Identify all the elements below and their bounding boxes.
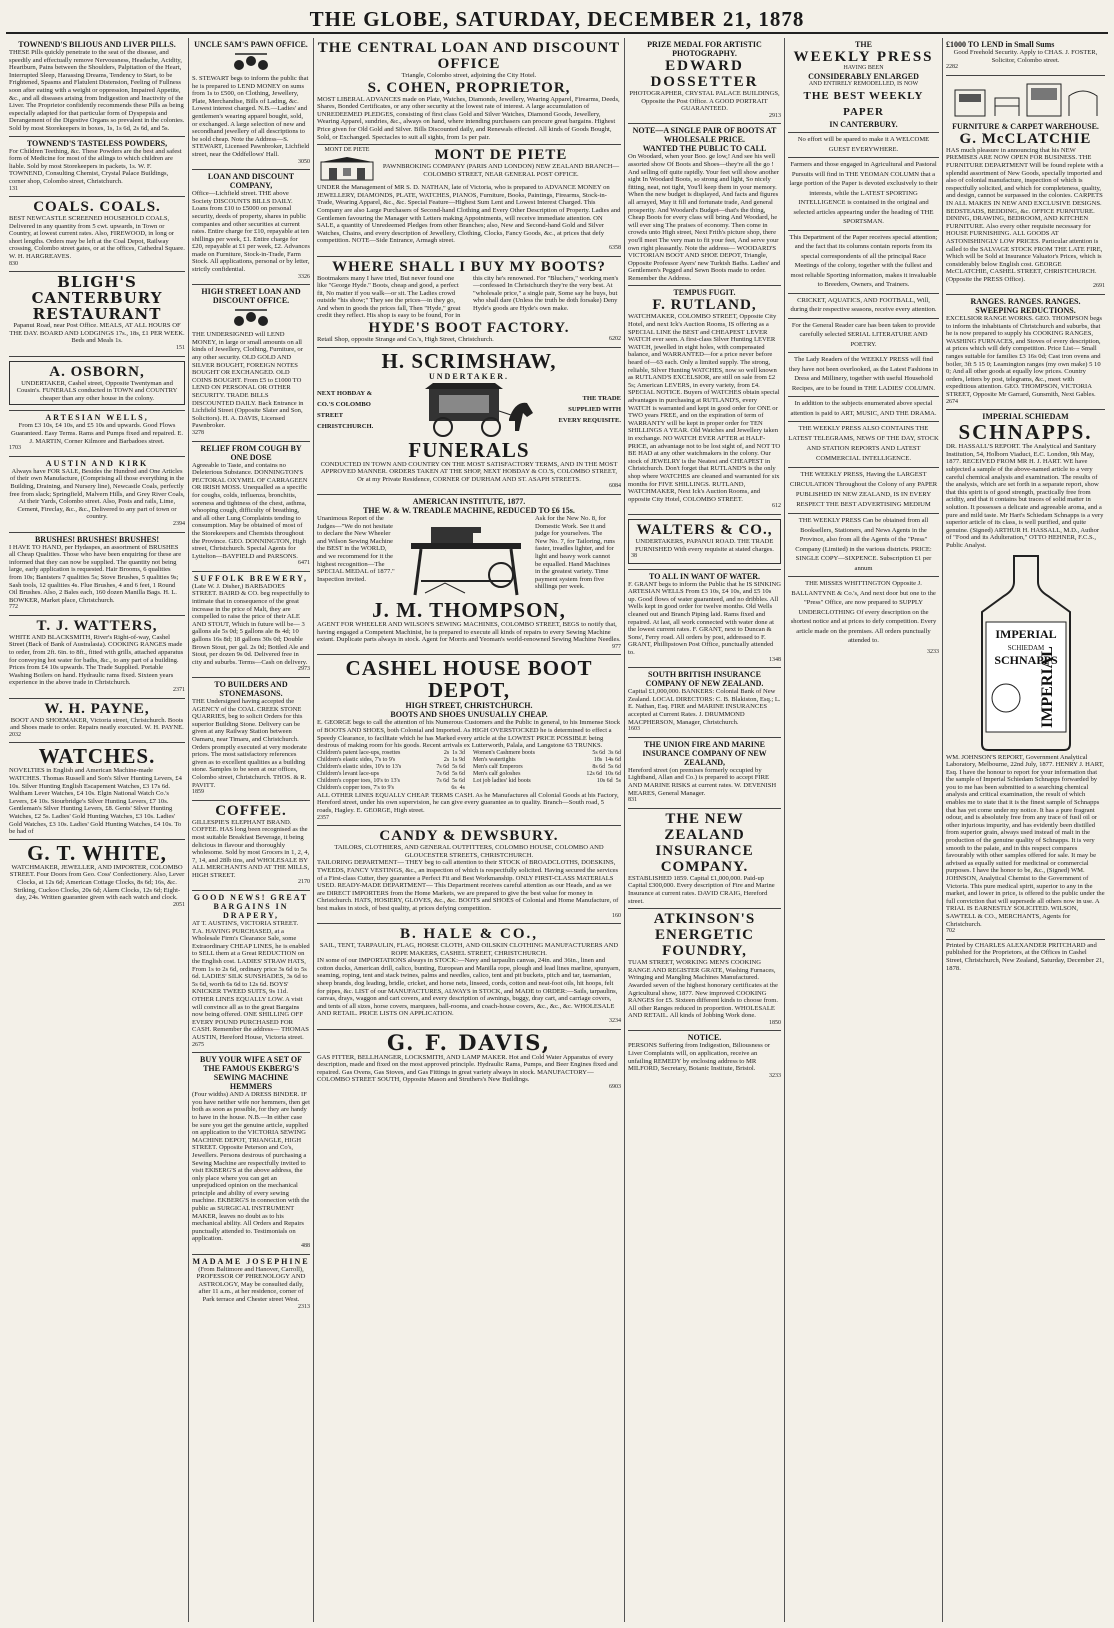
price-item: Lot job ladies' kid boots — [473, 777, 531, 784]
ad-mcclatchie — [946, 76, 1105, 295]
ad-body: UNDERTAKER, Cashel street, Opposite Twentyman and Cousin's. FUNERALS conducted in TOWN and COUNTRY cheaper than any other house in the colony. — [16, 379, 178, 402]
ad-number: 2691 — [1093, 283, 1105, 290]
ad-title: ARTESIAN WELLS, — [45, 413, 149, 423]
ad-body-2: WM. JOHNSON'S REPORT, Government Analytical Laboratory, Melbourne, 22nd July, 1877. HENRY J. HART, Esq. I have the honour to report for your information that the sample of Imperial Schiedam Schnapps forwarded by you to me has been submitted to a searching chemical analysis and critical examination, the result of which enables me to state that it is the finest sample of Schnapps that has yet come under my notice. It has a pure fragrant odour, and is absolutely free from any trace of fusil oil or other injurious impurity, and has evidently been distilled from superior grain, always used instead of malt in the production of the genuine quality of Schnapps. It is very smooth to the palate, and in this respect compares favourably with other samples offered for sale. It may be advised as equally suited for medicinal or commercial purposes. I have the honor to be, &c., (Signed) WM. JOHNSON, Analytical Chemist to the Government of Victoria. This pure medical spirit, superior to any in the market, and lower in price, is offered to the public under the full conviction that will supersede all others now in use. A TRIAL IS EARNESTLY SOLICITED. WILSON, SAWTELL & CO., MERCHANTS, Agents for Christchurch. — [946, 753, 1105, 928]
ad-number: 38 — [631, 553, 637, 560]
bottle-label-line: SCHNAPPS — [993, 652, 1058, 667]
price-value: 10s 6d — [605, 770, 621, 777]
ad-number: 702 — [946, 928, 955, 935]
ad-high-street-loan — [192, 285, 310, 441]
ad-austin-drapery — [192, 891, 310, 1053]
ad-body: (Four widths) AND A DRESS BINDER. IF you have neither wife nor hemmers, then get both as soon as possible, for they are handy to have in the house. N.B.—In either case be sure you get the genuine article, supplied on application to the VICTORIA SEWING MACHINE DEPOT, TRIANGLE, HIGH STREET. Opposite Peterson and Co's, Jewellers. Persons desirous of purchasing a Sewing Machine are respectfully invited to visit EKBERG'S at the above address, the only place where you can get an unprejudiced opinion on the mechanical principle and ability of every sewing machine. EKBERG'S in connection with the public as SURGICAL INSTRUMENT MAKER, leaves no doubt as to his mechanical ability. All Orders and Repairs punctually attended to. Testimonials on application. — [192, 1091, 310, 1243]
ad-number: 6202 — [609, 336, 621, 343]
price-row — [473, 778, 621, 785]
ad-dossetter — [628, 38, 781, 124]
ad-watters — [9, 616, 185, 699]
price-value: 7s 6d — [436, 777, 450, 784]
ad-title: T. J. WATTERS, — [36, 617, 158, 634]
pawn-balls-icon — [231, 307, 271, 329]
price-row — [317, 764, 465, 771]
ad-title-2: F. RUTLAND, — [652, 297, 757, 314]
ad-title: NOTICE. — [687, 1033, 722, 1043]
price-value: 18s — [593, 756, 603, 763]
schnapps-bottle-icon — [966, 552, 1086, 752]
ad-number: 2371 — [173, 687, 185, 694]
ad-number: 1859 — [192, 789, 204, 796]
ad-title-3: J. M. THOMPSON, — [372, 598, 566, 623]
ad-number: 2973 — [298, 666, 310, 673]
ad-title: B. HALE & CO., — [399, 926, 538, 943]
ad-payne — [9, 699, 185, 744]
ad-title: RANGES. RANGES. RANGES. — [970, 297, 1081, 307]
price-row — [317, 757, 465, 764]
price-value: 14s 6d — [605, 756, 621, 763]
ad-title-2: SCHNAPPS. — [958, 420, 1093, 445]
ad-title: SOUTH BRITISH INSURANCE COMPANY OF NEW ZEALAND. — [645, 670, 764, 689]
price-item: Children's elastic sides, 7's to 9's — [317, 756, 396, 763]
price-item: Children's elastic sides, 10's to 13's — [317, 763, 402, 770]
price-value: 2s — [443, 756, 450, 763]
ad-townend-powders — [9, 137, 185, 198]
ad-title: G. F. DAVIS, — [386, 1029, 552, 1055]
price-value: 7s 6d — [436, 770, 450, 777]
ad-body: Papanui Road, near Post Office. MEALS, AT ALL HOURS OF THE DAY. BOARD AND LODGINGS 17s., 18s, £1 PER WEEK. Beds and Meals 1s. — [9, 322, 185, 345]
ad-title: ATKINSON'S ENERGETIC FOUNDRY, — [653, 911, 756, 960]
ad-body: Agreeable to Taste, and contains no Deleterious Substance. DONNINGTON'S PECTORAL OXYMEL OF CARRAGEEN OR IRISH MOSS. Unequalled as a specific for coughs, colds, influenza, bronchitis, soreness and tightness of the chest, asthma, whooping cough, difficulty of breathing, and all other Lung Complaints tending to consumption. May be obtained of most of the Storekeepers and Chemists throughout the Province. GEO. DONNINGTON, High street, Christchurch. Special Agents for Lyttelton—BAYFIELD and PARSONS. — [192, 461, 308, 560]
ad-number: 2051 — [173, 901, 185, 908]
ad-body: IN some of our IMPORTATIONS always in STOCK:—Navy and tarpaulin canvas, 24in. and 36in., linen and cotton ducks, American drill, calico, bunting, European and Manilla rope, plough and lead lines marline, spunyarn, seaming, roping, tent and stack twines, palms and needles, calico, tent and pit buckets, pitch and tar, tasmanian, sheep brands, dog leading, bridle, cricket, and horse nets, linseed, cords, cotton and neat-foot oils, hit hoops, felt for pipes, &c. LIST of our MANUFACTURES, ALWAYS in STOCK, and MADE to ORDER:—Sails, tarpaulins, canvas, drays, waggon and cart covers, and every description of awnings, buggy, dray cart, and carriage covers, and tents of all sizes, horse covers, marquees, ball-rooms, and coach-house covers, &c., &c., &c. WHOLESALE AND RETAIL. PRICE LISTS ON APPLICATION. — [317, 957, 621, 1018]
ad-number: 3234 — [609, 1018, 621, 1025]
ad-title: BLIGH'S CANTERBURY RESTAURANT — [31, 273, 163, 324]
ad-number: 151 — [176, 345, 185, 352]
ad-title: THE CENTRAL LOAN AND DISCOUNT OFFICE — [317, 40, 621, 72]
ad-title: AMERICAN INSTITUTE, 1877. — [412, 497, 526, 507]
ad-number: 3233 — [927, 648, 939, 655]
ad-body: S. STEWART begs to inform the public that he is prepared to LEND MONEY on sums from 1s to £500, on Clothing, Jewellery, Plate, Merchandise, Bills of Lading, &c. Lowest interest charged. N.B.—Ladies' and gentlemen's wearing apparel bought, sold, or exchanged. A large selection of new and secondhand jewellery of all descriptions to be sold cheap. Note the Address—S. STEWART, Licensed Pawnbroker, Lichfield street, near the Oddfellows' Hall. — [192, 75, 310, 158]
ad-title: WHERE SHALL I BUY MY BOOTS? — [332, 258, 606, 275]
price-value: 5s 6d — [452, 777, 465, 784]
ad-title: THE UNION FIRE AND MARINE INSURANCE COMPANY OF NEW ZEALAND, — [642, 739, 767, 767]
wp-block: THE WEEKLY PRESS Can be obtained from all Booksellers, Stationers, and News Agents in the Province, also from all the Agents of the "Press" Company (Limited) in the various districts. PRICE: SINGLE COPY—SIXPENCE. Subscription £1 per annum — [788, 514, 939, 577]
ad-body: BOOT AND SHOEMAKER, Victoria street, Christchurch. Boots and Shoes made to order. Repairs neatly executed. W. H. PAYNE. — [10, 716, 184, 732]
ad-title: HIGH STREET LOAN AND DISCOUNT OFFICE. — [201, 287, 301, 306]
ad-subtitle: SAIL, TENT, TARPAULIN, FLAG, HORSE CLOTH, AND OILSKIN CLOTHING MANUFACTURERS AND ROPE MAKERS, CASHEL STREET, CHRISTCHURCH. — [319, 942, 619, 957]
storefront-icon — [319, 156, 375, 182]
price-value: 3s 6d — [608, 749, 621, 756]
ad-body: Always have FOR SALE, Besides the Hundred and One Articles of their own Manufacture, (Comprising all those everything in the Building, Draining, and Nursery line), Newcastle Coals, perfectly free from slack; Springfield, Malvern Hills, and Grey River Coals, At their Yards, Colombo street. Also, Posts and rails, Lime, Cement, Fireclay, &c., &c., Delivered to any part of town or country. — [9, 467, 185, 521]
ad-body: AGENT FOR WHEELER AND WILSON'S SEWING MACHINES, COLOMBO STREET, BEGS to notify that, having engaged a Competent Machinist, he is prepared to execute all kinds of repairs to every Sewing Machine extant. Duplicate parts always in stock. Agent for Morris and Yeoman's world-renowned Sewing Machine Needles. — [317, 621, 621, 644]
ad-body: ESTABLISHED 1859. Capital £1,000,000. Paid-up Capital £300,000. Every description of Fire and Marine Insurance at current rates. DAVID CRAIG, Hereford street. — [628, 874, 775, 905]
ad-title: MONT DE PIETE — [434, 147, 568, 164]
ad-donnington — [192, 442, 310, 572]
ad-title: RELIEF FROM COUGH BY ONE DOSE — [200, 443, 302, 462]
ad-osborn — [9, 357, 185, 412]
imprint — [946, 940, 1105, 975]
ad-number: 2313 — [298, 1303, 310, 1310]
imprint-text: Printed by CHARLES ALEXANDER PRITCHARD and published for the Proprietors, at the Offices in Cashel Street, Christchurch, New Zealand, Saturday, December 21, 1878. — [946, 941, 1104, 972]
ad-brushes — [9, 533, 185, 616]
ad-uncle-sams — [192, 38, 310, 170]
ad-number: 131 — [9, 185, 18, 192]
price-value: 7s 6d — [436, 763, 450, 770]
ad-body: Capital £1,000,000. BANKERS: Colonial Bank of New Zealand. LOCAL DIRECTORS: C. B. Blakiston, Esq.; L. E. Nathan, Esq. FIRE and MARINE INSURANCES accepted at Current Rates. J. DRUMMOND MACPHERSON, Manager, Christchurch. — [628, 688, 781, 726]
column-5 — [784, 38, 942, 1622]
wp-title: WEEKLY PRESS — [793, 49, 934, 65]
ad-title-2: THE W. & W. TREADLE MACHINE, REDUCED TO £6 15s. — [363, 506, 575, 516]
furniture-illustration-icon — [951, 80, 1101, 120]
price-item: Men's calf Emperors — [473, 763, 523, 770]
ad-coals — [9, 197, 185, 272]
price-value: 5s 6d — [592, 749, 606, 756]
ad-title-2: G. McCLATCHIE — [959, 130, 1092, 147]
ad-title: IMPERIAL SCHIEDAM — [982, 412, 1069, 422]
ad-title: TEMPUS FUGIT. — [673, 288, 736, 298]
ad-title: H. SCRIMSHAW, — [381, 348, 557, 373]
wp-block: No effort will be spared to make it A WELCOME GUEST EVERYWHERE. — [788, 133, 939, 158]
ad-number: 2282 — [946, 64, 958, 71]
ad-number: 488 — [301, 1243, 310, 1250]
price-value: 5s 6d — [452, 770, 465, 777]
ad-body: Bootmakers many I have tried, But never found one like "George Hyde." Boots, cheap and good, a perfect fit, No matter if you walk—or sit. The Ladies crowd outside "his show;" They see the prices—in they go, And when in goods the prices fall, Then "Hyde," great credit they reflect. His shop is easy to be found, For in this city he's renowned. For "Bluchers," working men's—confessed In Christchurch they're the very best. At "wholesale price," a single pair, Some say he buys, but who shall dare (Unless the truth be doth forsake) Deny Hyde's goods are Hyde's own make. — [317, 274, 619, 320]
ad-coffee — [192, 801, 310, 891]
ad-scrimshaw — [317, 348, 621, 495]
ad-number: 1850 — [769, 1019, 781, 1026]
price-row — [317, 778, 465, 785]
wp-block: In addition to the subjects enumerated above special attention is paid to ART, MUSIC, AND THE DRAMA. — [788, 397, 939, 422]
ad-subtitle: HIGH STREET, CHRISTCHURCH. — [405, 701, 533, 711]
ad-title: THE NEW ZEALAND INSURANCE COMPANY. — [655, 810, 754, 875]
newspaper-page — [6, 6, 1108, 1622]
ad-hydes-boots — [317, 257, 621, 348]
price-value: 6s — [451, 784, 457, 791]
ad-number: 6358 — [609, 244, 621, 251]
ad-number: 830 — [9, 260, 18, 267]
ad-body: (From Baltimore and Hanover, Carroll), PROFESSOR OF PHRENOLOGY AND ASTROLOGY, May be consulted daily, after 11 a.m., at her residence, corner of Park terrace and Chester street West. — [196, 1265, 306, 1303]
pawn-balls-icon — [231, 51, 271, 73]
ad-number: 831 — [628, 797, 637, 804]
price-row — [317, 750, 465, 757]
ad-number: 3233 — [769, 1072, 781, 1079]
ad-body: For Children Teething, &c. These Powders are the best and safest form of Medicine for most of the ailings to which children are liable. Sold by most Storekeepers in packets, 1s. W. F. TOWNEND, Consulting Chemist, Crystal Palace Buildings, corner shop, Colombo street, Christchurch. — [9, 147, 182, 185]
ad-body: CONDUCTED IN TOWN AND COUNTRY ON THE MOST SATISFACTORY TERMS, AND IN THE MOST APPROVED MANNER. ORDERS TAKEN AT THE SHOP, NEXT HOBDAY & CO.'S, COLOMBO STREET, Or at my Private Residence, CORNER OF DURHAM AND ST. ASAPH STREETS. — [320, 460, 618, 483]
price-value: 12s 6d — [586, 770, 603, 777]
column-6 — [942, 38, 1108, 1622]
ad-body: PERSONS Suffering from Indigestion, Biliousness or Liver Complaints will, on application, receive an unfailing REMEDY by enclosing address to MR MILFORD, Secretary, Botanic Institute, Bristol. — [628, 1042, 771, 1073]
ad-body: AT T. AUSTIN'S, VICTORIA STREET. T.A. HAVING PURCHASED, at a Wholesale Firm's Clearance Sale, some Extraordinary CHEAP LINES, he is enabled to SELL them at a Great REDUCTION on the English cost. LADIES' STRAW HATS, From 1s to 2s 6d, ordinary price 3s 6d to 5s 6d. LADIES' SILK SUNSHADES, 3s 6d to 5s 6d, worth 6s 6d to 12s 6d. BOYS' KNICKER TWEED SUITS, 9s 11d. OTHER LINES EQUALLY LOW. A visit will convince all as to the great Bargains now being offered. ONE SHILLING OFF EVERY POUND PURCHASED FOR CASH. Remember the address— THOMAS AUSTIN, Hereford House, Victoria street. — [192, 920, 310, 1041]
ad-title-2: BOOTS AND SHOES UNUSUALLY CHEAP. — [390, 710, 548, 720]
ad-cashel-house — [317, 655, 621, 826]
ad-austin-kirk — [9, 457, 185, 533]
ad-title-2: S. COHEN, PROPRIETOR, — [367, 79, 571, 96]
ad-body: DR. HASSALL'S REPORT. The Analytical and Sanitary Institution, 54, Holborn Viaduct, E.C. London, 9th May, 1877. RECEIVED FROM MR H. J. HART. WE have subjected a sample of the above-named article to a very careful chemical analysis and examination. The results of the analysis, which are set forth in a separate report, show that this spirit is of good strength, practically free from acidity, and that it contains but traces of solid matter in solution. It possesses a delicate and agreeable aroma, and a pure and mild taste. Mr Hart's Schiedam Schnapps is a very superior article of its class, is well purified, and quite genuine. (Signed) ARTHUR H. HASSALL, M.D., Author of "Food and its Adulteration," OTTO HEHNER, F.C.S., Public Analyst. — [946, 443, 1104, 549]
price-row — [473, 757, 621, 764]
price-value: 5s 6d — [452, 763, 465, 770]
ad-loan-discount-company — [192, 170, 310, 285]
ad-woodard — [628, 124, 781, 286]
ad-title: CANDY & DEWSBURY. — [379, 828, 559, 845]
ad-number: 6471 — [298, 560, 310, 567]
wp-line: AND ENTIRELY REMODELLED, IS NOW — [808, 81, 919, 87]
ad-ranges — [946, 295, 1105, 410]
ad-title: PRIZE MEDAL FOR ARTISTIC PHOTOGRAPHY. — [647, 40, 762, 58]
ad-body: EXCELSIOR RANGE WORKS. GEO. THOMPSON begs to inform the inhabitants of Christchurch and suburbs, that he is now prepared to supply his COOKING RANGES, WASHING FURNACES, and Stoves of every description, at prices which will defy competition. Price List— Small ranges suitable for families £3 16s 0d; Cast iron ovens and boiler, 3ft 5 15 0; Leamington ranges (my own make) 5 10 0; And all other goods at equally low prices. Country orders, letters by post, telegrams, &c., meet with expeditious attention. GEO. THOMPSON, VICTORIA STREET, Opposite Mr Garrard, Gunsmith, Next Gables. — [946, 315, 1102, 398]
column-2 — [188, 38, 313, 1622]
price-row — [473, 750, 621, 757]
ad-number: 2170 — [298, 879, 310, 886]
ad-body: UNDER the Management of MR S. D. NATHAN, late of Victoria, who is prepared to ADVANCE MONEY on JEWELLERY, DIAMONDS, PLATE, WATCHES, PIANOS, Furniture, Books, Paintings, Firearms, Stock-in-Trade, Wearing Apparel, &c., &c. Special Feature—Highest Sum Lent and Lowest Interest Charged. This Company are also Large Purchasers of Second-hand Clothing and Every Other Description of Property. Ladies and Gentlemen favouring the Manager with Letters making Appointments, will receive immediate attention. ON SALE, a quantity of Unredeemed Pledges from other Branches; also, New and Second-hand Gold and Silver Watches, Chains, and every description of Jewellery, Clothing, Clocks, Fancy Goods, &c., at prices that defy competition. NOTE—Side Entrance, Armagh street. — [317, 184, 621, 245]
ad-title: CASHEL HOUSE BOOT DEPOT, — [345, 656, 593, 703]
ad-body: E. GEORGE begs to call the attention of his Numerous Customers and the Public in general, to his Immense Stock of BOOTS AND SHOES, both Colonial and Imported. As HIGH OVERSTOCKED he is determined to effect a Speedy Clearance, to facilitate which he has Marked every article at the LOWEST PRICE POSSIBLE being desirous of making room for his goods. Recent arrivals ex Lutterworth, Palala, and Langstone 63 TRUNKS. — [317, 719, 621, 750]
ad-mont-de-piete — [317, 145, 621, 256]
price-item: Men's watertights — [473, 756, 516, 763]
ad-south-british — [628, 668, 781, 738]
ad-title: BRUSHES! BRUSHES! BRUSHES! — [34, 534, 160, 544]
ad-title: WALTERS & CO., — [636, 521, 773, 538]
ad-body: I HAVE TO HAND, per Hydaspes, an assortment of BRUSHES all Cheap Qualities. Those who have been enquiring for these are informed that they can now be supplied. The quantity not being large, early application is requested. Hair Brooms, 6 qualities from 10s; Banisters 7 qualities 5s; Stove Brushes, 5 qualities 9s; Sash tools, 12 qualities 4s. Flue Brushes, 4 and 6 feet, 1 Round Oil Brushes. Also, 2 Bales each, 160 dozen Manilla Bags. H. L. BOWKER, Market place, Christchurch. — [9, 543, 182, 604]
ad-title-2: EDWARD DOSSETTER — [650, 58, 759, 90]
ad-body: TUAM STREET, WORKING MEN'S COOKING RANGE AND REGISTER GRATE, Washing Furnaces, Wringing and Mangling Machines Manufactured. Awarded seven of the highest honorary certificates at the Agricultural show, 1877. New improved COOKING RANGES for £5. Sixteen different kinds to choose from. All other Ranges reduced in proportion. WHOLESALE AND RETAIL. All kinds of Jobbing Work done. — [628, 959, 779, 1020]
price-value: 1s 9d — [452, 756, 465, 763]
ad-body: GAS FITTER, BELLHANGER, LOCKSMITH, AND LAMP MAKER. Hot and Cold Water Apparatus of every description, made and fixed on the most approved principle. Hydraulic Rams, Pumps, and Beer Engines fixed and repaired. Gas Ovens, Gas Stoves, and Gas Fittings in great variety always in stock. MANUFACTORY—COLOMBO STREET SOUTH, Opposite Mason and Struthers's New Buildings. — [317, 1053, 618, 1084]
ad-hale — [317, 924, 621, 1030]
ad-title: W. H. PAYNE, — [44, 700, 150, 717]
ad-body: Hereford street (on premises formerly occupied by Lightband, Allan and Co.) is prepared to accept FIRE AND MARINE RISKS at current rates. W. DEVENISH MEARES, General Manager. — [628, 766, 777, 797]
price-row — [317, 771, 465, 778]
ad-number: 1603 — [628, 726, 640, 733]
ad-rutland — [628, 286, 781, 514]
ad-townend-pills — [9, 38, 185, 137]
ad-left: NEXT HOBDAY & CO.'S COLOMBO STREET CHRISTCHURCH. — [317, 389, 374, 430]
ad-artesian-wells — [9, 411, 185, 456]
ad-title-2: SWEEPING REDUCTIONS. — [975, 306, 1076, 316]
ad-body: GILLESPIE'S ELEPHANT BRAND. COFFEE. HAS long been recognised as the most suitable Breakfast Beverage, it being delicious in flavour and thoroughly wholesome. Sold by most Grocers in 1, 2, 4, 7, 14, and 28lb tins, and WHOLESALE BY ALL MERCHANTS AND AT THE MILLS, HIGH STREET. — [192, 818, 310, 879]
ad-body: WATCHMAKER, JEWELLER, AND IMPORTER, COLOMBO STREET. Four Doors from Geo. Coss' Confectionery. Also, Lever Clocks, at 12s 6d; American Cottage Clocks, 8s 6d; 16s, &c. Striking, Cuckoo Clocks, 20s 6d; Alarm Clocks, 12s 6d; Eight-day, 24s. Written guarantee given with each watch and clock. — [9, 863, 185, 902]
ad-title: TO ALL IN WANT OF WATER. — [649, 571, 760, 581]
wp-block: THE MISSES WHITTINGTON Opposite J. BALLANTYNE & Co.'s, And next door but one to the "Press" Office, are now prepared to SUPPLY UNDERCLOTHING Of every description on the shortest notice and at prices to defy competition. Every article made on the premises. All orders punctually attended to. — [790, 580, 937, 644]
ad-title: COFFEE. — [215, 802, 287, 819]
ad-wheeler-wilson — [317, 495, 621, 655]
ad-body: NOVELTIES in English and American Machine-made WATCHES. Thomas Russell and Son's Silver Hunting Levers, £4 10s. Silver Hunting English Escapement Watches, £3 17s 6d. Waltham Lever Watches, £4 10s. Elgin National Watch Co.'s Levers, £4 10s. Stourbridge's Silver Hunting Levers, £7 10s. Gentleman's Silver Hunting Levers, £8. Gents' Silver Hunting Watches, £2 5s. Ladies' Gold Hunting Watches, £3 10s. Ladies' Gold Watches, £3 10s. Ladies' Gold Hunting Watches, £4 10s. To be had of — [9, 767, 182, 836]
price-value: 5s — [615, 777, 621, 784]
ad-body: THESE Pills quickly penetrate to the seat of the disease, and speedily and effectually remove Nervousness, Headache, Acidity, Heartburn, Pains between the Shoulders, Palpitation of the Heart, Interrupted Sleep, Harassing Dreams, Tendency to Start, to be Frightened, Spasms and Flatulent Distension, Feeling of Fullness soon after eating with a weight or oppression, Impaired Appetite, &c., and all diseases arising from Indigestion and Inactivity of the Liver. The Proprietor confidently recommends these Pills as being especially adapted for that particular form of Dyspepsia and Derangement of the Digestive Organs so prevalent in the colonies. Sold by most Storekeepers in boxes, 1s, 1s 6d, 2s 6d, and 5s. — [9, 49, 185, 132]
ad-title: TO BUILDERS AND STONEMASONS. — [214, 680, 288, 698]
ad-body: From £3 10s, £4 10s, and £5 10s and upwards. Good Flows Guaranteed. Easy Terms. Rams and Pumps fixed and repaired. E. J. MARTIN, Corner Kilmore and Barbadoes street. — [10, 422, 184, 445]
ad-title: TOWNEND'S TASTELESS POWDERS, — [26, 138, 168, 148]
ad-title-2: HYDE'S BOOT FACTORY. — [368, 320, 570, 337]
ad-body: WATCHMAKER, COLOMBO STREET, Opposite City Hotel, and next Ick's Auction Rooms, IS offering as a SPECIAL LINE the BEST and CHEAPEST LEVER WATCH ever seen. A first-class Silver Hunting LEVER WATCH, jewelled in eight holes, with compensated balance, and WARRANTED—for a price never before heard of—63 each. Only a limited supply. The strong, reliable, Silver Hunting WATCHES, now so well known as RUTLAND'S EXCELSIOR, are still on sale from £2 5s; American LEVERS, in every variety, from £4. SPECIAL NOTICE. Buyers of WATCHES obtain special advantages in purchasing at RUTLAND'S, every WATCH is warranted and kept in good order for ONE or TWO years FREE, and on the expiration of term of WARRANTY will be kept in proper order for TEN SHILLINGS A YEAR. Old Watches and Jewellery taken in exchange. NO WATCH EVER AFTER at HALF-PRICE, an advantage not to be lost sight of, and NOT TO BE HAD at any other watchmakers in the colony. Our stock of JEWELRY is the Neatest and CHEAPEST in Christchurch. Don't forget that RUTLAND'S is the only shop where WATCHES are cleaned and warranted for six months for FIVE SHILLINGS. RUTLAND, WATCHMAKER, Next Ick's Auction Rooms, and opposite City Hotel, COLOMBO STREET. — [628, 313, 781, 503]
ad-body: BEST NEWCASTLE SCREENED HOUSEHOLD COALS, Delivered in any quantity from 5 cwt. upwards, in Town or Country, at lowest current rates. Also, FIREWOOD, in long or short lengths. Orders may be left at the Coal Depot, Railway crossing, Colombo street gates, or at the offices, Cathedral Square. W. H. HARGREAVES. — [9, 215, 185, 261]
ad-title: BUY YOUR WIFE A SET OF THE FAMOUS EKBERG'S SEWING MACHINE HEMMERS — [199, 1055, 303, 1092]
ad-ekberg — [192, 1053, 310, 1254]
ad-number: 6084 — [609, 483, 621, 490]
ad-body: WHITE AND BLACKSMITH, River's Right-of-way, Cashel Street (Back of Bank of Australasia). COOKING RANGES made to order, from 2ft. 6in. to 8ft., fitted with grills, attached apparatus for conveying hot water for baths, &c., to any part of a building. Prices from £4 10s upwards. The Trade Supplied. Portable Washing Boilers on hand. Hydraulic rams fixed. Sixteen years experience in the above trade in Christchurch. — [9, 633, 184, 687]
price-value: 5s 6d — [608, 763, 621, 770]
sewing-machine-icon — [401, 515, 531, 599]
hearse-icon — [399, 381, 539, 439]
price-row — [473, 771, 621, 778]
ad-schnapps — [946, 410, 1105, 940]
price-item: Women's Cashmere boots — [473, 749, 535, 756]
ad-tail: Retail Shop, opposite Strange and Co.'s, High Street, Christchurch. — [317, 336, 494, 344]
wp-block: Farmers and those engaged in Agricultural and Pastoral Pursuits will find in THE YEOMAN COLUMN that a large portion of the Paper is devoted exclusively to their interests, while the LATEST SPORTING INTELLIGENCE is contained in the original and selected articles appearing under the heading of THE SPORTSMAN. — [788, 158, 939, 231]
ad-union-fire — [628, 738, 781, 809]
ad-number: 977 — [612, 643, 621, 650]
column-3 — [313, 38, 624, 1622]
ad-number: 2357 — [317, 814, 329, 821]
ad-foster-loan — [946, 38, 1105, 76]
ad-tail: ALL OTHER LINES EQUALLY CHEAP. TERMS CASH. As he Manufactures all Colonial Goods at his Factory, Hereford street, under his own supervision, he can give every guarantee as to quality. Branch—South road, 5 roads, Hagley. E. GEORGE, High street. — [317, 791, 619, 814]
ad-walters — [628, 515, 781, 570]
ad-title: SUFFOLK BREWERY, — [193, 573, 309, 583]
ad-number: 772 — [9, 604, 18, 611]
ad-body: TAILORING DEPARTMENT— THEY beg to call attention to their STOCK of BROADCLOTHS, DOESKINS, TWEEDS, FANCY VESTINGS, &c., an inspection of which is respectfully solicited. Having secured the services of a First-class Cutter, they guarantee a Perfect Fit and Best Workmanship. ONLY FIRST-CLASS MATERIALS USED. READY-MADE DEPARTMENT— This Department receives careful attention as our Heads, and as we are DIRECT IMPORTERS from the Home Markets, we are prepared to give the best value for money in Christchurch. HATS, HOSIERY, GLOVES, &c., &c. BOOTS and SHOES of Colonial and Home Manufacture, of best makes in stock, of best quality, at prices defying competition. — [317, 859, 619, 912]
wp-block: THE WEEKLY PRESS ALSO CONTAINS THE LATEST TELEGRAMS, NEWS OF THE DAY, STOCK AND STATION REPORTS AND LATEST COMMERCIAL INTELLIGENCE. — [788, 422, 939, 468]
wp-block: This Department of the Paper receives special attention; and the fact that its columns contain reports from its special correspondents of all the principal Race Meetings of the colony, together with the fullest and most reliable Sporting information, makes it invaluable to Breeders, Owners, and Trainers. — [788, 231, 939, 294]
ad-title: NOTE—A SINGLE PAIR OF BOOTS AT WHOLESALE PRICE. — [632, 126, 777, 145]
ad-central-loan — [317, 38, 621, 145]
ad-left: Unanimous Report of the Judges—"We do not hesitate to declare the New Wheeler and Wilson Sewing Machine the BEST in the WORLD, and we recommend for it the highest recognition—The SPECIAL MEDAL of 1877." Inspection invited. — [317, 515, 395, 583]
ad-title: LOAN AND DISCOUNT COMPANY, — [207, 172, 295, 191]
ad-number: 2674 — [946, 398, 958, 405]
ad-number: 2032 — [9, 731, 21, 738]
ad-suffolk-brewery — [192, 572, 310, 678]
wp-block: THE WEEKLY PRESS, Having the LARGEST CIRCULATION Throughout the Colony of any PAPER PUBLISHED IN NEW ZEALAND, IS IN EVERY RESPECT THE BEST ADVERTISING MEDIUM — [788, 468, 939, 514]
ad-candy-dewsbury — [317, 826, 621, 924]
ad-body: UNDERTAKERS, PAPANUI ROAD. THE TRADE FURNISHED With every requisite at stated charges. — [635, 537, 774, 553]
ad-atkinson — [628, 909, 781, 1031]
price-value: 4s — [459, 784, 465, 791]
masthead: THE GLOBE, SATURDAY, DECEMBER 21, 1878 — [6, 6, 1108, 34]
ad-subtitle: TAILORS, CLOTHIERS, AND GENERAL OUTFITTERS, COLOMBO HOUSE, COLOMBO AND GLOUCESTER STREETS, CHRISTCHURCH. — [334, 844, 604, 859]
ad-title: UNCLE SAM'S PAWN OFFICE. — [194, 40, 308, 49]
ad-title: WATCHES. — [38, 744, 156, 769]
ad-white — [9, 840, 185, 913]
wp-block: CRICKET, AQUATICS, AND FOOTBALL, Will, during their respective seasons, receive every attention. — [788, 294, 939, 319]
weekly-press-header — [788, 38, 939, 133]
price-row — [473, 764, 621, 771]
ad-nz-insurance — [628, 809, 781, 909]
ad-number: 3326 — [298, 273, 310, 280]
price-value: 2s — [443, 749, 450, 756]
ad-body: F. GRANT begs to inform the Public that he IS SINKING ARTESIAN WELLS From £3 10s, £4 10s, and £5 10s up. Good flows of water guaranteed, and no dribbles. All Wells kept in good order for twelve months. Old Wells cleaned out and Branch Piping laid. Rams fixed and repaired. At last, all work connected with water done at the lowest current rates. F. GRANT, next to Duncan & Sons', Ferry road. All orders by post, addressed to F. GRANT, Phillipstown Post Office, punctually attended to. — [628, 580, 782, 657]
wp-block: The Lady Readers of the WEEKLY PRESS will find they have not been overlooked, as the Latest Fashions in Dress and Millinery, together with useful Household Recipes, are to be found in THE LADIES' COLUMN. — [788, 353, 939, 397]
ad-number: 3050 — [298, 158, 310, 165]
ad-number: 1703 — [9, 445, 21, 452]
ad-number: 2394 — [173, 520, 185, 527]
ad-subtitle: UNDERTAKER. — [428, 371, 510, 381]
bottle-label-line: SCHIEDAM — [1007, 643, 1044, 652]
wp-block: For the General Reader care has been taken to provide carefully selected SERIAL LITERATURE AND POETRY. — [788, 319, 939, 354]
price-item: Children's copper toes, 7's to 9's — [317, 784, 394, 791]
price-table — [317, 750, 621, 792]
ad-number: 612 — [772, 503, 781, 510]
ad-body: Good Freehold Security. Apply to CHAS. J. FOSTER, Solicitor, Colombo street. — [953, 49, 1098, 64]
wp-line: CONSIDERABLY ENLARGED — [808, 72, 919, 81]
bottle-label-line: IMPERIAL — [1038, 645, 1056, 728]
wp-line: THE BEST WEEKLY PAPER — [803, 90, 924, 118]
ad-title: MADAME JOSEPHINE — [192, 1256, 310, 1266]
ad-title: FURNITURE & CARPET WAREHOUSE. — [952, 121, 1099, 131]
column-1 — [6, 38, 188, 1622]
ad-right: Ask for the New No. 8, for Domestic Work. See it and judge for yourselves. The New No. 7, for Tailoring, runs faster, treadles lighter, and for light and heavy work cannot be equalled. Hand Machines in the greatest variety. Time payment system from five shillings per week. — [535, 515, 615, 591]
price-item: Children's copper toes, 10's to 13's — [317, 777, 400, 784]
ad-davis — [317, 1030, 621, 1095]
ad-grant — [628, 570, 781, 669]
ad-number: 2675 — [192, 1041, 204, 1048]
ad-notice — [628, 1031, 781, 1083]
wp-line: THE — [855, 40, 872, 49]
ad-body: On Woodard, when your Boo. ge low,! And see his well assorted show Of Boots and Shoes—they're all the go ! And selling off quite rapidly. Your feet will show another sight In Woodard Boots, so strong and light, So nicely fitting, neat, not tight, You'll keep them in your memory. When the new budget is displayed, And facts and figures all arrayed, May it fill and fortunate trade, And general prosperity. And Woodard's Budget—that's the thing, Cheap Boots for every class will bring And Woodard, he will ever sing The praises of economy. Then come in crowds unto High street, Next Frith's picture shop, there you'll meet The very man to fit your feet, And serve your own right pleasantly. Note the address— WOODARD'S VICTORIAN BOOT AND SHOE DEPOT, Triangle, Opposite Professor Ayers' new Turkish Baths. Ladies' and Gentlemen's Pegged and Sewn Boots made to order. Remember the Address. — [628, 153, 781, 282]
ad-title: GOOD NEWS! GREAT BARGAINS IN DRAPERY, — [193, 893, 309, 921]
ad-body: PHOTOGRAPHER, CRYSTAL PALACE BUILDINGS, Opposite the Post Office. A GOOD PORTRAIT GUARANTEED. — [629, 90, 780, 113]
price-item: Men's calf goloshes — [473, 770, 521, 777]
price-value: 1s 3d — [452, 749, 465, 756]
ad-body: THE Undersigned having accepted the AGENCY of the COAL CREEK STONE QUARRIES, beg to solicit Orders for this superior Building Stone. Delivery can be given at any Railway Station between Oamaru, near Timaru, and Christchurch. Orders promptly executed at very moderate prices. The most satisfactory references given as to excellent qualities as a building stone. Samples to be seen at our offices, Colombo street, Christchurch. THOS. & R. PAVITT. — [192, 698, 307, 789]
price-item: Children's levant lace-ups — [317, 770, 380, 777]
price-item: Children's patent lace-ups, rosettes — [317, 749, 401, 756]
ad-title: AUSTIN AND KIRK — [45, 458, 149, 468]
ad-number: 160 — [612, 912, 621, 919]
ad-title-2: FUNERALS — [408, 437, 530, 462]
wp-line: IN CANTERBURY. — [829, 120, 898, 129]
ad-title: A. OSBORN, — [49, 363, 145, 380]
price-row — [317, 785, 465, 792]
ad-title: £1000 TO LEND in Small Sums — [946, 40, 1055, 49]
ad-number: 2913 — [769, 112, 781, 119]
ad-subtitle: WANTED THE PUBLIC TO CALL — [642, 144, 767, 154]
ad-title: COALS. COALS. — [33, 199, 161, 216]
ad-body: Office—Lichfield street. THE above Society DISCOUNTS BILLS DAILY. Loans from £10 to £5000 on personal security, deeds of property, shares in public companies and other securities at current rates. Entire charge for £10, repayable at ten shillings per week, £1. Entire charge for £20, repayable at £1 per week, £2. Advances made on Furniture, Stock-in-Trade, Farm Stock. All applications, personal or by letter, strictly confidential. — [192, 190, 310, 274]
wp-line: HAVING BEEN — [843, 65, 884, 71]
price-value: 10s 6d — [596, 777, 613, 784]
ad-subtitle: Triangle, Colombo street, adjoining the City Hotel. — [401, 72, 537, 79]
ad-subtitle: PAWNBROKING COMPANY (PARIS AND LONDON) NEW ZEALAND BRANCH—COLOMBO STREET, NEAR GENERAL POST OFFICE. — [382, 163, 620, 178]
ad-blighs — [9, 272, 185, 356]
ad-watches — [9, 743, 185, 839]
ad-body: THE UNDERSIGNED will LEND MONEY, in large or small amounts on all kinds of Jewellery, Clothing, Furniture, or any other security. OLD GOLD AND SILVER BOUGHT, FOREIGN NOTES BOUGHT OR EXCHANGED. OLD COINS BOUGHT. From £5 to £1000 TO LEND ON PERSONAL OR OTHER SECURITY. TRADE BILLS DISCOUNTED DAILY. Back Entrance in Lichfield Street (Opposite Slater and Son, Solicitors). H. A. DAVIS, Licensed Pawnbroker. — [192, 331, 304, 430]
ad-builders — [192, 678, 310, 801]
ad-number: 3278 — [192, 429, 204, 436]
ad-tag: MONT DE PIETE — [324, 147, 370, 154]
ad-title: TOWNEND'S BILIOUS AND LIVER PILLS. — [18, 40, 176, 49]
ad-madame-josephine — [192, 1255, 310, 1315]
ad-number: 1348 — [769, 656, 781, 663]
ad-body: MOST LIBERAL ADVANCES made on Plate, Watches, Diamonds, Jewellery, Wearing Apparel, Firearms, Deeds, Shares, Bonded Certificates, or any other security at the lowest rate of interest. A large accumulation of UNREDEEMED PLEDGES, consisting of first class Gold and Silver Watches, Diamond Goods, Jewellery, Wearing Apparel, sundries, &c., always on hand, where intending purchasers can procure great bargains. Highest Price given for Old Gold and Silver. Bills Discounted daily, and Renewals effected. All kinds of Goods Bought, Sold, or Exchanged. Spectacles to suit all sights, from 1s per pair. — [317, 95, 620, 141]
price-value: 8s 6d — [592, 763, 606, 770]
columns — [6, 38, 1108, 1622]
ad-number: 6903 — [609, 1084, 621, 1090]
ad-body: HAS much pleasure in announcing that his NEW PREMISES ARE NOW OPEN FOR BUSINESS. THE FURNITURE DEPARTMENT Will be found replete with a splendid assortment of New Goods, specially imported and also of colonial manufacture, inspection of which is respectfully solicited, and which for completeness, quality, and design, cannot be surpassed in the colonies. CARPETS IN ALL MAKES IN NEW AND EXCLUSIVE DESIGNS. BEDSTEADS, BEDDING, &c. OFFICE FURNITURE. DINING, DRAWING, BEDROOM, AND KITCHEN FURNITURE. Also every other requisite necessary for HOUSE FURNISHING. ALL GOODS AT ASTONISHINGLY LOW PRICES. Particular attention is called to the SALVAGE STOCK FROM THE LATE FIRE, Which will be Sold at Insurance Valuator's Prices, which is considerably below English cost. GEORGE McCLATCHIE, CASHEL STREET, CHRISTCHURCH. (Opposite the PRESS Office). — [946, 146, 1104, 283]
ad-body: (Late W. J. Disher,) BARBADOES STREET. BAIRD & CO. beg respectfully to intimate that in consequence of the great increase in the price of Malt, they are compelled to raise the price of their ALE AND STOUT, Which in future will be— 3 gallons ale 5s 0d; 5 gallons ale 8s 4d; 10 gallons 16s 8d; 18 gallons 30s 0d; Double Brown Stout, per gal. 2s 0d; Bottled Ale and Stout, per dozen 9s 0d. Delivered free in city and suburbs. Terms—Cash on delivery. — [192, 582, 310, 666]
ad-right: THE TRADE SUPPLIED WITH EVERY REQUISITE. — [558, 395, 621, 425]
bottle-label-line: IMPERIAL — [994, 626, 1057, 641]
ad-title: G. T. WHITE, — [27, 840, 167, 865]
column-4 — [624, 38, 784, 1622]
